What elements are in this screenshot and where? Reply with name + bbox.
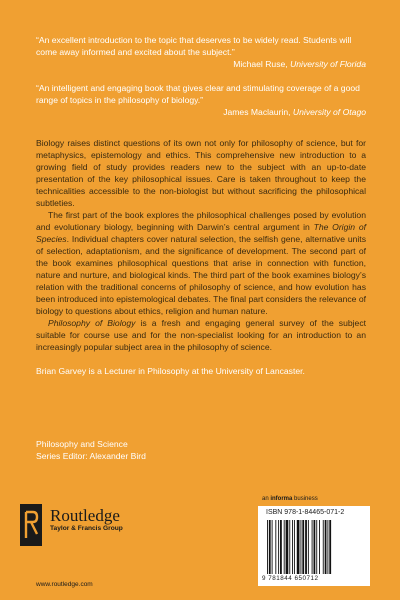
quote-affiliation: University of Florida (290, 59, 366, 69)
quote-author: Michael Ruse, (233, 59, 291, 69)
quote-author: James Maclaurin, (223, 107, 293, 117)
paragraph-text: . Individual chapters cover natural selection, the selfish gene, alternative units of selection, adaptationism, and the significance of development. The second part of the book examines philosophical questions that arise in connection with function, nature and nurture, and biological kinds. The third part of the book examines biology’s relation with the traditional concerns of philosophy of science, and how evolution has been introduced into epistemological debates. The final part considers the relevance of biology to questions about ethics, religion and human nature. (36, 234, 366, 316)
barcode-panel (258, 506, 370, 586)
description-paragraph: Biology raises distinct questions of its own not only for philosophy of science, but for metaphysics, epistemology and ethics. This comprehensive new introduction to a growing field of study provides readers new to the subject with an up-to-date presentation of the key philosophical issues. Care is taken throughout to keep the technicalities accessible to the non-biologist but without sacrificing the philosophical subtleties. (36, 138, 366, 208)
book-title-reference: Philosophy of Biology (48, 318, 136, 328)
quote-text: “An intelligent and engaging book that gives clear and stimulating coverage of a good range of topics in the philosophy of biology.” (36, 83, 360, 105)
series-name: Philosophy and Science (36, 439, 128, 449)
informa-prefix: an (262, 496, 271, 502)
author-note: Brian Garvey is a Lecturer in Philosophy at the University of Lancaster. (36, 366, 305, 376)
informa-brand: informa (270, 496, 293, 502)
quote-text: “An excellent introduction to the topic that deserves to be widely read. Students will come away informed and excited about the subject.” (36, 35, 352, 57)
endorsement-quote (36, 34, 366, 70)
description-paragraph (36, 317, 366, 353)
quote-affiliation: University of Otago (292, 107, 366, 117)
book-title-reference: The Origin of Species (36, 222, 366, 244)
endorsement-quote (36, 82, 366, 118)
publisher-website: www.routledge.com (36, 581, 93, 588)
publisher-name: Routledge (50, 506, 120, 525)
book-description (36, 137, 366, 353)
publisher-logo (20, 504, 190, 564)
routledge-logo-icon (20, 504, 42, 546)
publisher-group: Taylor & Francis Group (50, 525, 123, 532)
paragraph-text: is a fresh and engaging general survey of the subject suitable for course use and for the non-specialist looking for an introduction to an increasingly popular subject area in the philosophy of science. (36, 318, 367, 352)
isbn-label: ISBN 978-1-84465-071-2 (266, 509, 345, 516)
barcode-icon (266, 520, 362, 574)
series-editor: Series Editor: Alexander Bird (36, 451, 146, 461)
informa-suffix: business (292, 496, 318, 502)
paragraph-text: The first part of the book explores the philosophical challenges posed by evolution and evolutionary biology, beginning with Darwin’s central argument in (36, 210, 366, 232)
quote-attribution (36, 58, 366, 70)
barcode-digits: 9 781844 650712 (262, 575, 319, 582)
informa-tagline (262, 496, 318, 502)
quote-attribution (36, 106, 366, 118)
series-info (36, 438, 146, 462)
description-paragraph (36, 209, 366, 317)
